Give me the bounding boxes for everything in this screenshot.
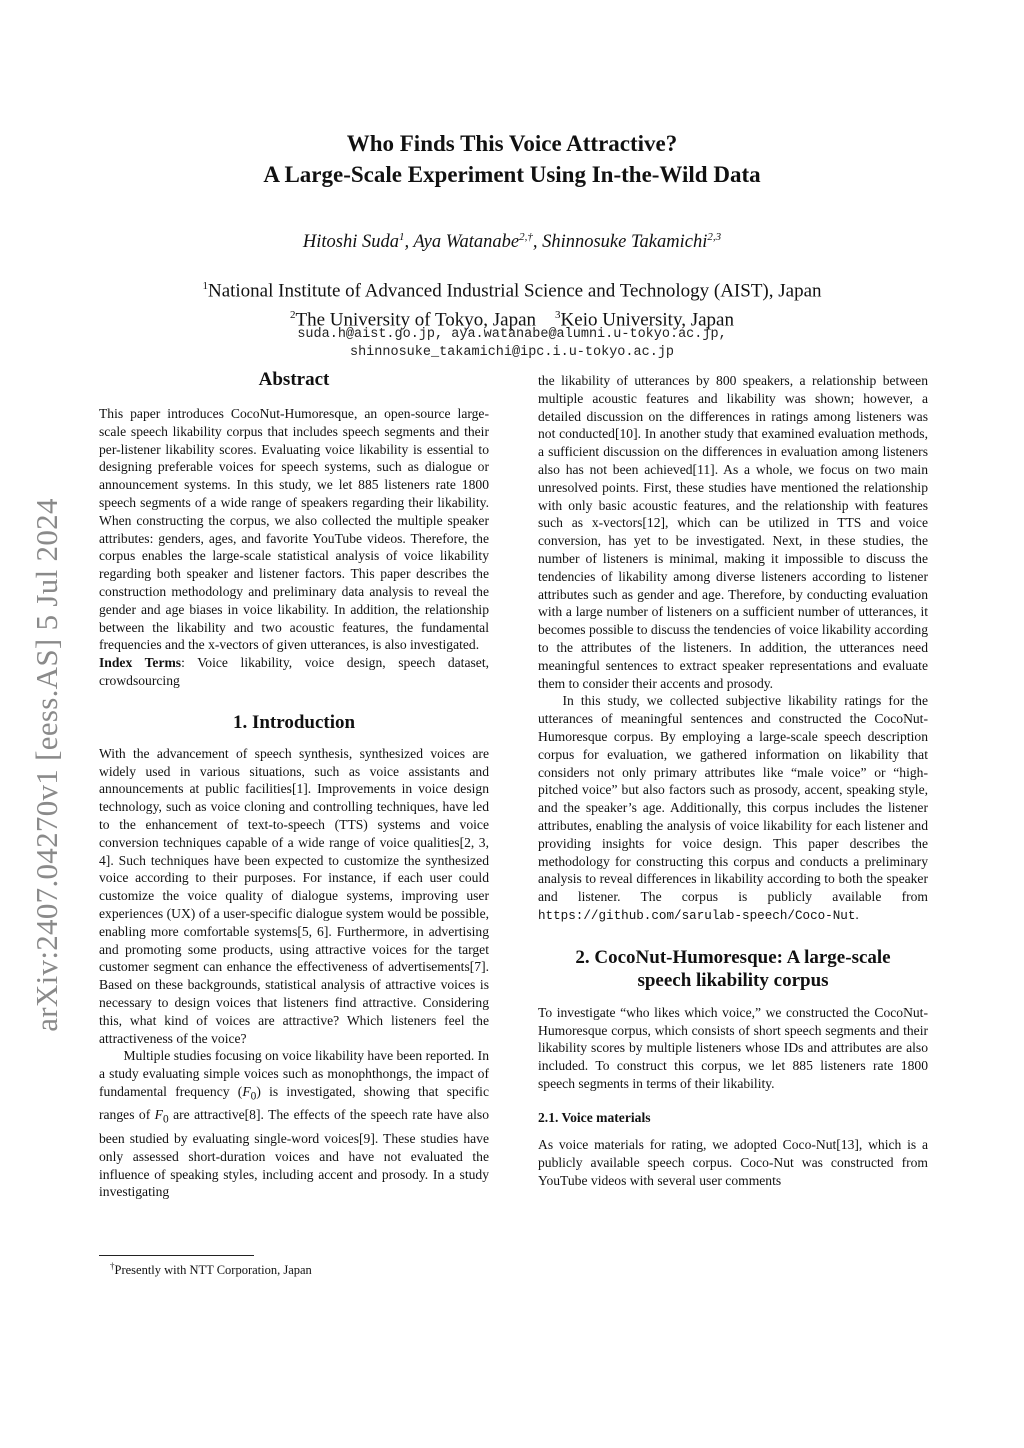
affil-sup: 3 bbox=[555, 309, 561, 322]
index-terms-label: Index Terms bbox=[99, 655, 182, 671]
intro-paragraph-2 bbox=[99, 1047, 489, 1201]
introduction-heading: 1. Introduction bbox=[232, 711, 356, 733]
section-2-heading bbox=[538, 946, 928, 992]
f0-subscript: 0 bbox=[250, 1090, 257, 1103]
author-sup: 1 bbox=[398, 231, 405, 243]
intro-p2-part-a: Multiple studies focusing on voice likability have been reported. In a study evaluating simple voices such as monophthongs, the impact of fundamental frequency ( bbox=[99, 1048, 489, 1099]
right-p2-text: In this study, we collected subjective likability ratings for the utterances of meaningful sentences and constructed the CocoNut-Humoresque corpus. By employing a large-scale speech description corpus for evaluation, we gathered information on likability that considers not only primary attributes like “male voice” or “high-pitched voice” but also factors such as prosody, accent, speaking style, and the speaker’s age. Additionally, this corpus includes the listener attributes, enabling the analysis of voice likability for each listener and providing insights for voice design. This paper describes the methodology for constructing this corpus and conducts a preliminary analysis to reveal differences in likability according to both the speaker and listener. The corpus is publicly available from bbox=[538, 693, 928, 905]
author-sep: , bbox=[404, 232, 414, 253]
f0-symbol: F bbox=[154, 1107, 163, 1123]
subsection-2-1-heading: 2.1. Voice materials bbox=[538, 1109, 651, 1125]
paper-title bbox=[150, 128, 874, 190]
affil-sup: 2 bbox=[290, 309, 296, 322]
arxiv-identifier-text: arXiv:2407.04270v1 [eess.AS] 5 Jul 2024 bbox=[29, 498, 64, 1032]
footnote-divider bbox=[99, 1255, 254, 1256]
right-paragraph-2 bbox=[538, 692, 928, 925]
author-list bbox=[150, 231, 874, 253]
corpus-url-link[interactable]: https://github.com/sarulab-speech/Coco-Nut bbox=[538, 908, 856, 923]
footnote bbox=[110, 1261, 312, 1278]
right-p2-end: . bbox=[855, 906, 859, 922]
section-2-paragraph: To investigate “who likes which voice,” we constructed the CocoNut-Humoresque corpus, which consists of short speech segments and their likability scores by multiple listeners whose IDs and attributes are also included. To construct this corpus, we let 885 listeners rate 1800 speech segments in terms of their likability. bbox=[538, 1004, 928, 1091]
author-name: Hitoshi Suda bbox=[302, 232, 399, 253]
author-sup: 2,3 bbox=[707, 231, 722, 243]
footnote-mark: † bbox=[110, 1261, 115, 1271]
intro-p2-part-b: ) is investigated, showing that specific ranges of bbox=[99, 1083, 489, 1123]
right-paragraph-1: the likability of utterances by 800 speakers, a relationship between multiple acoustic features and likability was shown; however, a detailed discussion on the differences in ratings among listeners was not conducted[10]. In another study that examined evaluation methods, a sufficient discussion on the differences in evaluation among listeners also has not been achieved[11]. As a whole, we focus on two main unresolved points. First, these studies have mentioned the relationship with only basic acoustic features, and the relationship with features such as x-vectors[12], which can be utilized in TTS and voice conversion, has yet to be investigated. Next, in these studies, the number of listeners is minimal, making it impossible to discuss the tendencies of likability among diverse listeners according to listener attributes such as gender and age. Therefore, by conducting evaluation with a large number of listeners on a sufficient number of utterances, it becomes possible to discuss the tendencies of voice likability according to the attributes of the listeners. In addition, the utterances need meaningful sentences to extract speaker representations and evaluate them to consider their accents and prosody. bbox=[538, 373, 928, 691]
email-line-2: shinnosuke_takamichi@ipc.i.u-tokyo.ac.jp bbox=[349, 345, 675, 360]
intro-p2-part-c: are attractive[8]. The effects of the speech rate have also been studied by evaluating single-word voices[9]. These studies have only assessed short-duration voices and have not evaluated the influence of speaking styles, including accent and prosody. In a study investigating bbox=[99, 1107, 489, 1200]
author-name: Aya Watanabe bbox=[413, 232, 520, 253]
left-column bbox=[99, 368, 489, 1201]
right-column bbox=[538, 372, 928, 1190]
title-line-1: Who Finds This Voice Attractive? bbox=[346, 131, 678, 156]
intro-paragraph-1: With the advancement of speech synthesis, synthesized voices are widely used in various situations, such as voice assistants and announcements at public facilities[1]. Improvements in voice design technology, such as voice cloning and controlling techniques, have led to the enhancement of text-to-speech (TTS) systems and voice conversion techniques capable of a wide range of voice qualities[2, 3, 4]. Such techniques have been expected to customize the synthesized voice according to their purposes. For instance, if each user could customize the voice quality of dialogue systems, improving user experiences (UX) of a user-specific dialogue system would be possible, enabling more comfortable systems[5, 6]. Furthermore, in advertising and promoting some products, using attractive voices for the target customer segment can enhance the effectiveness of advertisements[7]. Based on these backgrounds, statistical analysis of attractive voices is necessary to design voices that listeners find attractive. Considering this, what kind of voices are attractive? Which listeners feel the attractiveness of the voice? bbox=[99, 745, 489, 1046]
affiliation-aist: National Institute of Advanced Industrial Science and Technology (AIST), Japan bbox=[207, 280, 822, 302]
section-2-heading-line-2: speech likability corpus bbox=[637, 969, 829, 991]
f0-subscript: 0 bbox=[162, 1114, 169, 1127]
author-emails bbox=[150, 326, 874, 362]
abstract-text: This paper introduces CocoNut-Humoresque, an open-source large-scale speech likability corpus that includes speech segments and their per-listener likability scores. Evaluating voice likability is essential to designing preferable voices for speech systems, such as dialogue or announcement systems. In this study, we let 885 listeners rate 1800 speech segments of a wide range of speakers regarding their likability. When constructing the corpus, we also collected the multiple speaker attributes: genders, ages, and favorite YouTube videos. Therefore, the corpus enables the large-scale statistical analysis of voice likability regarding both speaker and listener factors. This paper describes the construction methodology and preliminary data analysis to reveal the gender and age biases in voice likability. In addition, the relationship between the likability and two acoustic features, the fundamental frequencies and the x-vectors of given utterances, is also investigated. bbox=[99, 406, 489, 653]
index-terms bbox=[99, 654, 489, 690]
title-line-2: A Large-Scale Experiment Using In-the-Wild Data bbox=[263, 162, 761, 187]
author-sep: , bbox=[532, 232, 543, 253]
voice-materials-paragraph: As voice materials for rating, we adopted Coco-Nut[13], which is a publicly available speech corpus. Coco-Nut was constructed from YouTube videos with several user comments bbox=[538, 1137, 928, 1189]
section-2-heading-line-1: 2. CocoNut-Humoresque: A large-scale bbox=[575, 946, 891, 968]
arxiv-identifier bbox=[22, 455, 72, 1075]
affil-sup: 1 bbox=[202, 280, 208, 292]
affiliation-utokyo: The University of Tokyo, Japan bbox=[295, 309, 537, 331]
email-line-1: suda.h@aist.go.jp, aya.watanabe@alumni.u-tokyo.ac.jp, bbox=[297, 327, 727, 342]
affiliation-keio: Keio University, Japan bbox=[560, 309, 734, 331]
abstract-heading: Abstract bbox=[258, 369, 330, 390]
affiliations bbox=[150, 274, 874, 333]
index-terms-text: : Voice likability, voice design, speech dataset, crowdsourcing bbox=[99, 655, 489, 688]
author-sup: 2,† bbox=[519, 231, 533, 243]
author-name: Shinnosuke Takamichi bbox=[542, 232, 708, 253]
f0-symbol: F bbox=[242, 1083, 251, 1099]
footnote-text: Presently with NTT Corporation, Japan bbox=[114, 1263, 312, 1278]
